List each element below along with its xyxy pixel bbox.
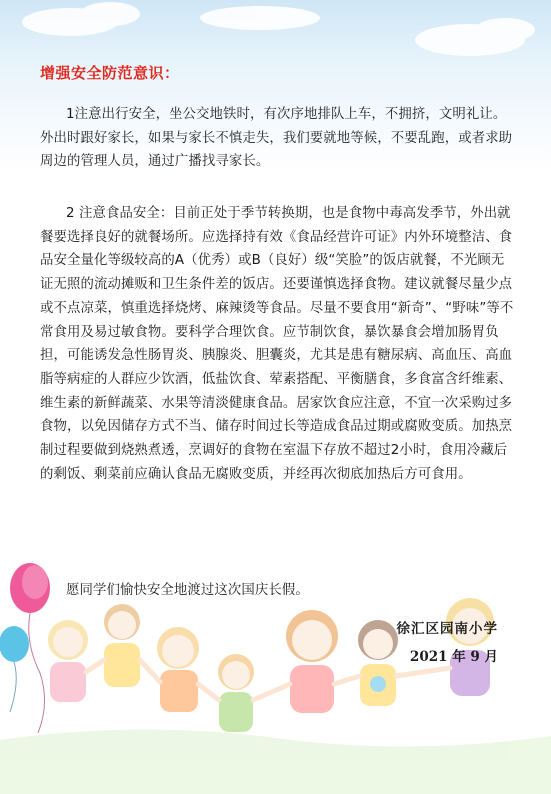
paragraph-holiday-wish: 愿同学们愉快安全地渡过这次国庆长假。 <box>66 583 309 598</box>
signature-date: 2021 年 9 月 <box>409 649 498 665</box>
paragraph-food-safety: 2 注意食品安全：目前正处于季节转换期，也是食物中毒高发季节，外出就餐要选择良好的就餐场所。应选择持有效《食品经营许可证》内外环境整洁、食品安全量化等级较高的A（优秀）或B（良好）级“笑脸”的饭店就餐，不光顾无证无照的流动摊贩和卫生条件差的饭店。还要谨慎选择食物。建议就餐尽量少点或不点凉菜，慎重选择烧烤、麻辣烫等食品。尽量不要食用“新奇”、“野味”等不常食用及易过敏食物。要科学合理饮食。应节制饮食，暴饮暴食会增加肠胃负担，可能诱发急性肠胃炎、胰腺炎、胆囊炎，尤其是患有糖尿病、高血压、高血脂等病症的人群应少饮酒，低盐饮食、荤素搭配、平衡膳食，多食富含纤维素、维生素的新鲜蔬菜、水果等清淡健康食品。居家饮食应注意，不宜一次采购过多食物，以免因储存方式不当、储存时间过长等造成食品过期或腐败变质。加热烹制过程要做到烧熟煮透，烹调好的食物在室温下存放不超过2小时，食用冷藏后的剩饭、剩菜前应确认食品无腐败变质，并经再次彻底加热后方可食用。 <box>40 206 514 482</box>
school-name: 徐汇区园南小学 <box>396 621 498 637</box>
paragraph-travel-safety: 1注意出行安全，坐公交地铁时，有次序地排队上车，不拥挤，文明礼让。外出时跟好家长，如果与家长不慎走失，我们要就地等候，不要乱跑，或者求助周边的管理人员，通过广播找寻家长。 <box>40 107 513 170</box>
signature-block <box>397 617 499 665</box>
section-heading: 增强安全防范意识： <box>40 64 180 82</box>
